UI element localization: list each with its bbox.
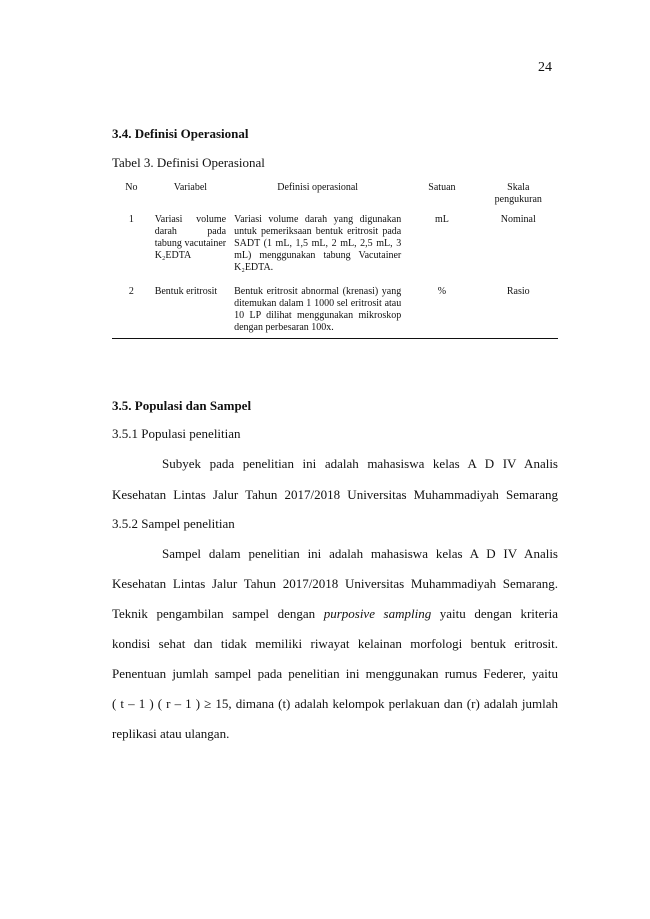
paragraph-line: Penentuan jumlah sampel pada penelitian ini menggunakan rumus Federer, yaitu xyxy=(112,666,558,681)
page-number: 24 xyxy=(538,60,552,75)
italic-term: purposive sampling xyxy=(323,606,432,621)
cell-satuan: % xyxy=(405,286,478,339)
subheading-3-5-2: 3.5.2 Sampel penelitian xyxy=(112,516,235,531)
cell-variabel: Variasi volume darah pada tabung vacutainer K₂EDTA xyxy=(154,214,227,261)
section-heading-3-4: 3.4. Definisi Operasional xyxy=(112,126,249,141)
paragraph-line: Kesehatan Lintas Jalur Tahun 2017/2018 Universitas Muhammadiyah Semarang. xyxy=(112,576,558,591)
header-satuan: Satuan xyxy=(428,182,456,193)
cell-variabel: Bentuk eritrosit xyxy=(151,286,230,339)
text-span: yaitu dengan kriteria xyxy=(431,606,558,621)
paragraph-line xyxy=(112,606,558,622)
paragraph-line: kondisi sehat dan tidak memiliki riwayat kelainan morfologi bentuk eritrosit. xyxy=(112,636,558,651)
table-row xyxy=(112,214,558,286)
header-definisi: Definisi operasional xyxy=(277,182,359,193)
section-heading-3-5: 3.5. Populasi dan Sampel xyxy=(112,398,252,413)
header-no: No xyxy=(125,182,138,193)
header-skala: Skala pengukuran xyxy=(494,182,542,205)
header-variabel: Variabel xyxy=(173,182,208,193)
table-header-row xyxy=(112,182,558,214)
table-row xyxy=(112,286,558,339)
cell-no: 1 xyxy=(128,214,134,225)
cell-definisi: Bentuk eritrosit abnormal (krenasi) yang ditemukan dalam 1 1000 sel eritrosit atau 10 LP dilihat menggunakan mikroskop dengan perbesaran 100x. xyxy=(230,286,405,339)
subheading-3-5-1: 3.5.1 Populasi penelitian xyxy=(112,426,241,441)
cell-definisi: Variasi volume darah yang digunakan untuk pemeriksaan bentuk eritrosit pada SADT (1 mL, 1,5 mL, 2 mL, 2,5 mL, 3 mL) menggunakan tabung Vacutainer K₂EDTA. xyxy=(234,214,402,273)
paragraph-line: Kesehatan Lintas Jalur Tahun 2017/2018 Universitas Muhammadiyah Semarang xyxy=(112,487,558,502)
paragraph-line: Sampel dalam penelitian ini adalah mahasiswa kelas A D IV Analis xyxy=(162,546,558,561)
paragraph-line: ( t – 1 ) ( r – 1 ) ≥ 15, dimana (t) adalah kelompok perlakuan dan (r) adalah jumlah xyxy=(112,696,558,711)
paragraph-line: Subyek pada penelitian ini adalah mahasiswa kelas A D IV Analis xyxy=(162,456,558,471)
cell-no: 2 xyxy=(112,286,151,339)
cell-skala: Nominal xyxy=(500,214,536,225)
definition-table xyxy=(112,182,558,339)
cell-satuan: mL xyxy=(434,214,449,225)
cell-skala: Rasio xyxy=(479,286,558,339)
table-caption: Tabel 3. Definisi Operasional xyxy=(112,155,265,170)
text-span: Teknik pengambilan sampel dengan xyxy=(112,606,324,621)
paragraph-line: replikasi atau ulangan. xyxy=(112,726,230,741)
